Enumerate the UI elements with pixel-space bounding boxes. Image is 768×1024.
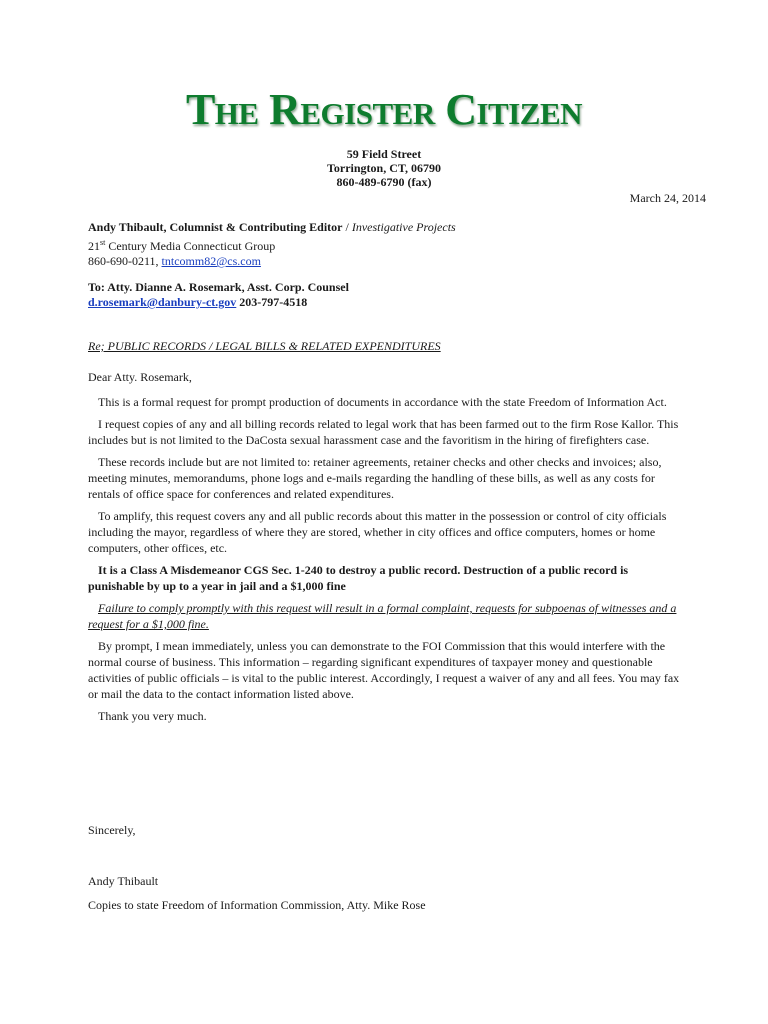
recipient-phone: 203-797-4518	[236, 295, 308, 309]
address-street: 59 Field Street	[346, 147, 422, 161]
letter-date: March 24, 2014	[629, 191, 706, 205]
letter-body	[88, 369, 684, 730]
warning-bold: It is a Class A Misdemeanor CGS Sec. 1-240 to destroy a public record. Destruction of a public record is punishable by up to a year in jail and a $1,000 fine	[88, 563, 629, 593]
sender-block	[88, 220, 456, 269]
sender-org-sup: st	[100, 238, 106, 247]
warning-italic: Failure to comply promptly with this request will result in a formal complaint, requests for subpoenas of witnesses and a request for a $1,000 fine.	[88, 601, 677, 631]
thanks: Thank you very much.	[98, 709, 207, 723]
sender-email-link[interactable]: tntcomm82@cs.com	[161, 254, 261, 268]
recipient-block	[88, 280, 349, 310]
sender-name-title: Andy Thibault, Columnist & Contributing Editor	[88, 220, 343, 234]
paragraph: To amplify, this request covers any and all public records about this matter in the possession or control of city officials including the mayor, regardless of where they are stored, whether in city offices and office computers, homes or home computers, other offices, etc.	[88, 509, 667, 555]
subject-line: Re; PUBLIC RECORDS / LEGAL BILLS & RELATED EXPENDITURES	[88, 339, 441, 353]
sender-separator: /	[342, 220, 352, 234]
paragraph: These records include but are not limited to: retainer agreements, retainer checks and other checks and invoices; also, meeting minutes, memorandums, phone logs and e-mails regarding the handling of these bills, as well as any costs for rentals of office space for conferences and related expenditures.	[88, 455, 662, 501]
signature: Andy Thibault	[88, 874, 159, 888]
sender-org-name: Century Media Connecticut Group	[105, 239, 276, 253]
paragraph: This is a formal request for prompt production of documents in accordance with the state Freedom of Information Act.	[98, 395, 667, 409]
address-block	[0, 147, 768, 189]
paragraph-final: By prompt, I mean immediately, unless you can demonstrate to the FOI Commission that this would interfere with the normal course of business. This information – regarding significant expenditures of taxpayer money and questionable activities of public officials – is vital to the public interest. Accordingly, I request a waiver of any and all fees. You may fax or mail the data to the contact information listed above.	[88, 639, 680, 701]
recipient-name: To: Atty. Dianne A. Rosemark, Asst. Corp. Counsel	[88, 280, 349, 294]
sender-phone: 860-690-0211,	[88, 254, 162, 268]
sign-off: Sincerely,	[88, 823, 136, 837]
sender-org-number: 21	[88, 239, 100, 253]
salutation: Dear Atty. Rosemark,	[88, 370, 192, 384]
recipient-email-link[interactable]: d.rosemark@danbury-ct.gov	[88, 295, 237, 309]
copies-line: Copies to state Freedom of Information Commission, Atty. Mike Rose	[88, 898, 426, 912]
sender-department: Investigative Projects	[351, 220, 456, 234]
paragraph: I request copies of any and all billing records related to legal work that has been farmed out to the firm Rose Kallor. This includes but is not limited to the DaCosta sexual harassment case and the favoritism in the hiring of firefighters case.	[88, 417, 679, 447]
address-fax: 860-489-6790 (fax)	[336, 175, 432, 189]
masthead-logo: The Register Citizen	[185, 85, 583, 134]
address-city: Torrington, CT, 06790	[326, 161, 441, 175]
